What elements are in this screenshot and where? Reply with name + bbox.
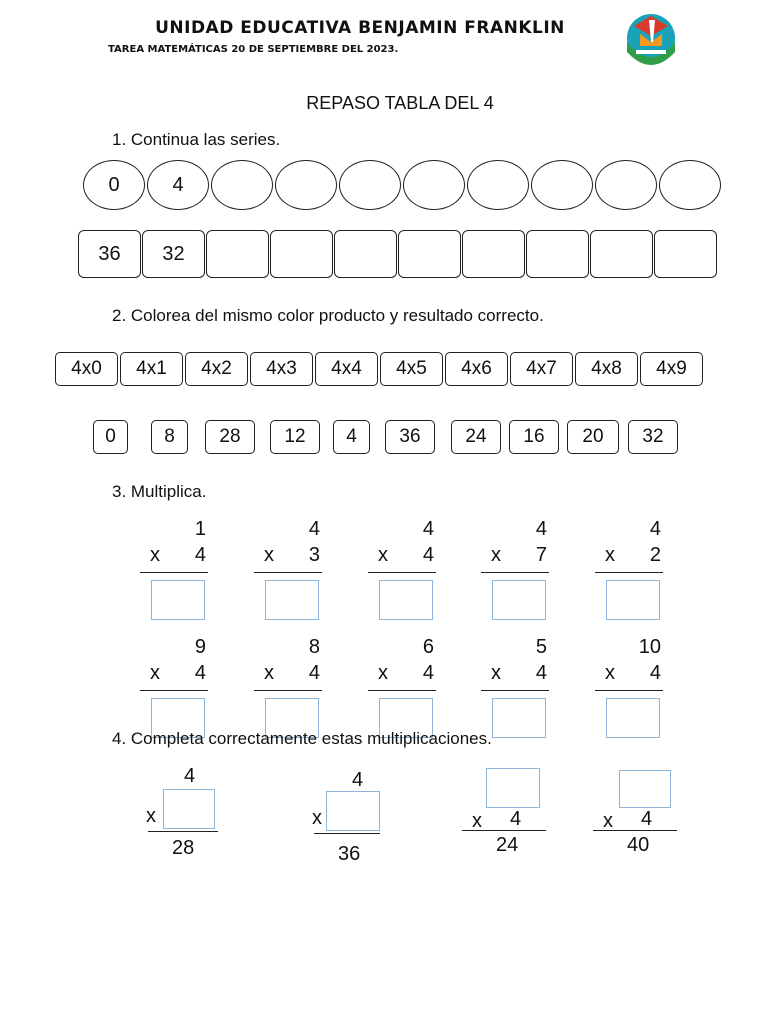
answer-box[interactable] [619,770,671,808]
answer-box[interactable] [151,580,205,620]
result-line [314,833,380,834]
result-line [140,572,208,573]
missing-factor-problem [308,769,398,869]
result-box[interactable]: 24 [451,420,501,454]
answer-box[interactable] [326,791,380,831]
section1-heading: 1. Continua las series. [112,130,281,149]
times-sign: x [605,662,615,684]
times-sign: x [378,662,388,684]
product-box[interactable]: 4x9 [640,352,703,386]
result-line [368,572,436,573]
bottom-factor: 4 [510,808,522,830]
bottom-factor: 4 [422,544,434,566]
series-square-blank[interactable] [654,230,717,278]
series-oval-blank[interactable] [659,160,721,210]
times-sign: x [603,810,613,832]
times-sign: x [491,662,501,684]
times-sign: x [150,662,160,684]
answer-box[interactable] [492,698,546,738]
product-result: 40 [627,834,650,856]
times-sign: x [491,544,501,566]
series-square: 32 [142,230,205,278]
product-box[interactable]: 4x2 [185,352,248,386]
product-box[interactable]: 4x3 [250,352,313,386]
result-box[interactable]: 16 [509,420,559,454]
product-result: 24 [496,834,519,856]
product-result: 36 [338,843,361,865]
top-factor: 5 [535,636,547,658]
bottom-factor: 7 [535,544,547,566]
answer-box[interactable] [606,698,660,738]
series-oval-blank[interactable] [339,160,401,210]
assignment-subtitle: TAREA MATEMÁTICAS 20 DE SEPTIEMBRE DEL 2023. [108,44,399,55]
result-line [481,690,549,691]
bottom-factor: 4 [194,544,206,566]
oval-series-row [83,160,723,210]
times-sign: x [472,810,482,832]
top-factor: 9 [194,636,206,658]
series-oval-blank[interactable] [211,160,273,210]
missing-factor-problem [140,765,230,865]
section2-heading: 2. Colorea del mismo color producto y resultado correcto. [112,306,544,325]
times-sign: x [264,544,274,566]
product-box[interactable]: 4x7 [510,352,573,386]
series-oval: 4 [147,160,209,210]
top-factor: 10 [638,636,661,658]
result-line [462,830,546,831]
times-sign: x [312,807,322,829]
bottom-factor: 4 [422,662,434,684]
series-square: 36 [78,230,141,278]
result-box[interactable]: 12 [270,420,320,454]
result-box[interactable]: 32 [628,420,678,454]
product-box[interactable]: 4x4 [315,352,378,386]
result-line [254,690,322,691]
product-box[interactable]: 4x6 [445,352,508,386]
result-box[interactable]: 4 [333,420,370,454]
series-square-blank[interactable] [206,230,269,278]
answer-box[interactable] [492,580,546,620]
times-sign: x [264,662,274,684]
product-row [55,352,705,386]
series-oval-blank[interactable] [531,160,593,210]
result-line [368,690,436,691]
answer-box[interactable] [163,789,215,829]
series-oval: 0 [83,160,145,210]
series-oval-blank[interactable] [403,160,465,210]
product-box[interactable]: 4x8 [575,352,638,386]
missing-factor-problem [593,768,683,868]
result-line [593,830,677,831]
result-box[interactable]: 36 [385,420,435,454]
section3-heading: 3. Multiplica. [112,482,207,501]
answer-box[interactable] [379,580,433,620]
series-oval-blank[interactable] [275,160,337,210]
top-factor: 4 [649,518,661,540]
top-factor: 8 [308,636,320,658]
product-box[interactable]: 4x5 [380,352,443,386]
bottom-factor: 4 [308,662,320,684]
result-line [595,690,663,691]
result-line [140,690,208,691]
product-result: 28 [172,837,195,859]
missing-factor-problem [462,768,552,868]
section4-heading: 4. Completa correctamente estas multiplicaciones. [112,729,492,748]
bottom-factor: 4 [649,662,661,684]
top-factor: 4 [308,518,320,540]
worksheet-title: REPASO TABLA DEL 4 [306,93,494,113]
result-line [254,572,322,573]
times-sign: x [146,805,156,827]
series-square-blank[interactable] [462,230,525,278]
times-sign: x [605,544,615,566]
bottom-factor: 4 [641,808,653,830]
series-square-blank[interactable] [334,230,397,278]
bottom-factor: 3 [308,544,320,566]
result-line [481,572,549,573]
result-box[interactable]: 20 [567,420,619,454]
series-square-blank[interactable] [590,230,653,278]
top-factor: 4 [184,765,196,787]
series-square-blank[interactable] [398,230,461,278]
top-factor: 1 [194,518,206,540]
result-box[interactable]: 28 [205,420,255,454]
product-box[interactable]: 4x1 [120,352,183,386]
series-oval-blank[interactable] [595,160,657,210]
bottom-factor: 2 [649,544,661,566]
bottom-factor: 4 [535,662,547,684]
answer-box[interactable] [486,768,540,808]
answer-box[interactable] [265,580,319,620]
top-factor: 6 [422,636,434,658]
top-factor: 4 [352,769,364,791]
top-factor: 4 [535,518,547,540]
bottom-factor: 4 [194,662,206,684]
series-square-blank[interactable] [270,230,333,278]
school-logo [622,12,680,68]
series-oval-blank[interactable] [467,160,529,210]
times-sign: x [378,544,388,566]
series-square-blank[interactable] [526,230,589,278]
square-series-row [78,230,718,278]
top-factor: 4 [422,518,434,540]
school-name: UNIDAD EDUCATIVA BENJAMIN FRANKLIN [155,18,565,38]
result-box[interactable]: 0 [93,420,128,454]
result-box[interactable]: 8 [151,420,188,454]
product-box[interactable]: 4x0 [55,352,118,386]
times-sign: x [150,544,160,566]
result-line [595,572,663,573]
result-line [148,831,218,832]
answer-box[interactable] [606,580,660,620]
